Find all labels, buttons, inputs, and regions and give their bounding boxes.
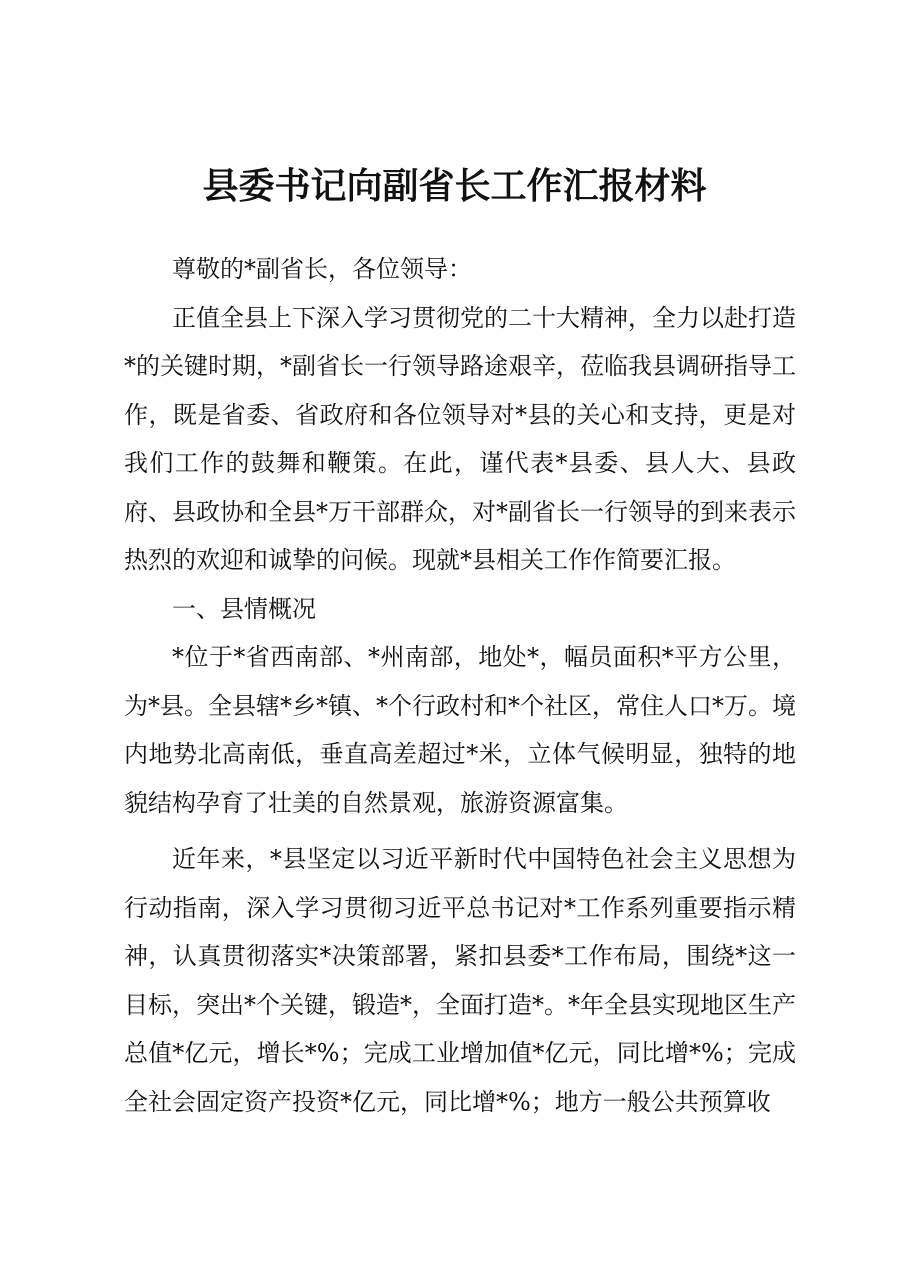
- body-paragraph: 正值全县上下深入学习贯彻党的二十大精神，全力以赴打造*的关键时期，*副省长一行领导路途艰辛，莅临我县调研指导工作，既是省委、省政府和各位领导对*县的关心和支持，更是对我们工作的鼓舞和鞭策。在此，谨代表*县委、县人大、县政府、县政协和全县*万干部群众，对*副省长一行领导的到来表示热烈的欢迎和诚挚的问候。现就*县相关工作作简要汇报。: [124, 303, 796, 574]
- document-body: [124, 245, 796, 1126]
- document-title: 县委书记向副省长工作汇报材料: [202, 165, 707, 207]
- body-paragraph: *位于*省西南部、*州南部，地处*，幅员面积*平方公里，为*县。全县辖*乡*镇、*个行政村和*个社区，常住人口*万。境内地势北高南低，垂直高差超过*米，立体气候明显，独特的地貌结构孕育了壮美的自然景观，旅游资源富集。: [124, 643, 796, 817]
- body-paragraph: 近年来，*县坚定以习近平新时代中国特色社会主义思想为行动指南，深入学习贯彻习近平总书记对*工作系列重要指示精神，认真贯彻落实*决策部署，紧扣县委*工作布局，围绕*这一目标，突出*个关键，锻造*，全面打造*。*年全县实现地区生产总值*亿元，增长*%；完成工业增加值*亿元，同比增*%；完成全社会固定资产投资*亿元，同比增*%；地方一般公共预算收: [124, 845, 796, 1116]
- section-heading: 一、县情概况: [172, 594, 316, 623]
- salutation-paragraph: 尊敬的*副省长，各位领导：: [172, 255, 472, 283]
